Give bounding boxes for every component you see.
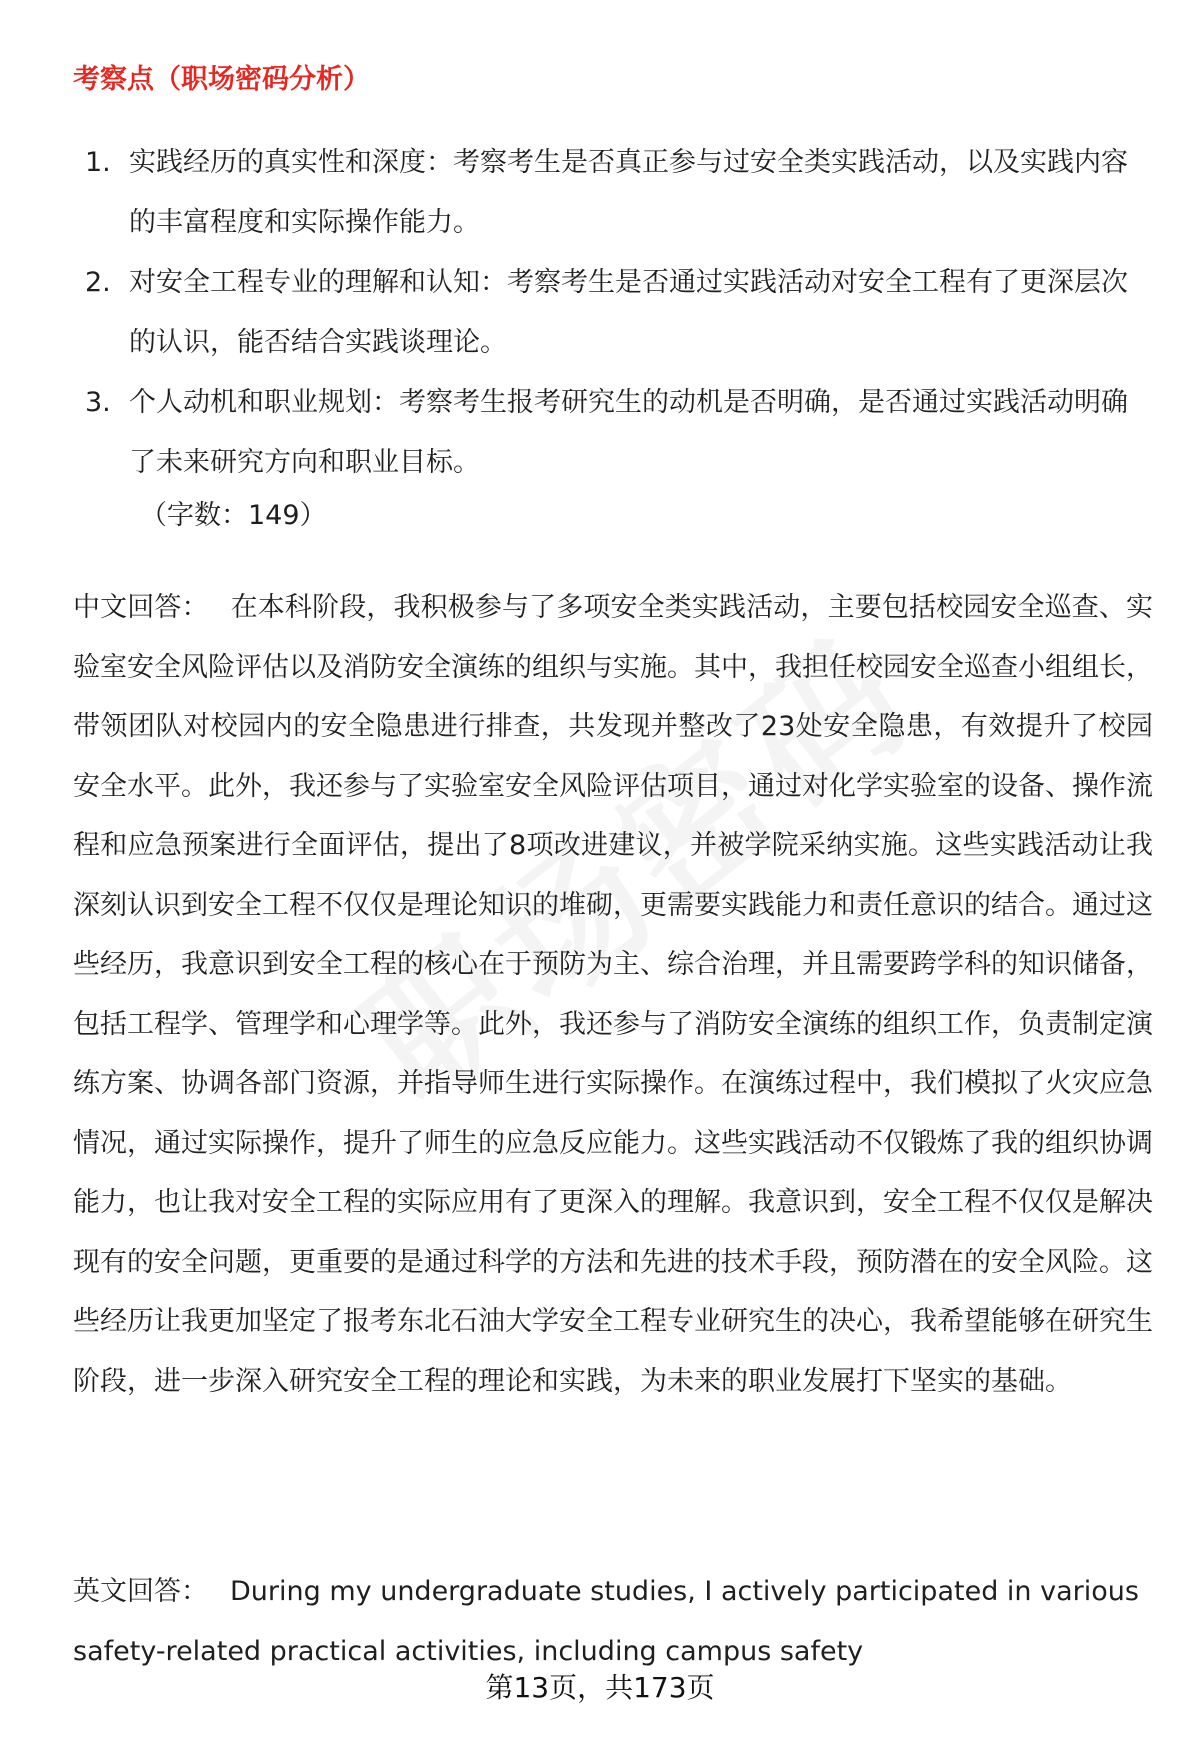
- word-count: （字数：149）: [140, 500, 327, 531]
- list-item-text: 个人动机和职业规划：考察考生报考研究生的动机是否明确，是否通过实践活动明确了未来研究方向和职业目标。: [129, 387, 1128, 478]
- chinese-answer-label: 中文回答：: [73, 592, 209, 623]
- assessment-points-list: [73, 133, 1153, 493]
- page-number: 第13页，共173页: [485, 1671, 715, 1704]
- list-item: [73, 133, 1153, 253]
- list-item-text: 对安全工程专业的理解和认知：考察考生是否通过实践活动对安全工程有了更深层次的认识，能否结合实践谈理论。: [129, 267, 1128, 358]
- list-item-number: 3.: [85, 387, 111, 418]
- list-item: [73, 373, 1153, 493]
- list-item-number: 2.: [85, 267, 111, 298]
- english-answer-text: During my undergraduate studies, I actively participated in various safety-related practical activities, including campus safety: [73, 1576, 1139, 1667]
- list-item-number: 1.: [85, 147, 111, 178]
- english-answer-paragraph: [73, 1562, 1153, 1682]
- english-answer-label: 英文回答：: [73, 1576, 208, 1607]
- list-item-text: 实践经历的真实性和深度：考察考生是否真正参与过安全类实践活动，以及实践内容的丰富程度和实际操作能力。: [129, 147, 1128, 238]
- chinese-answer-text: 在本科阶段，我积极参与了多项安全类实践活动，主要包括校园安全巡查、实验室安全风险评估以及消防安全演练的组织与实施。其中，我担任校园安全巡查小组组长，带领团队对校园内的安全隐患进行排查，共发现并整改了23处安全隐患，有效提升了校园安全水平。此外，我还参与了实验室安全风险评估项目，通过对化学实验室的设备、操作流程和应急预案进行全面评估，提出了8项改进建议，并被学院采纳实施。这些实践活动让我深刻认识到安全工程不仅仅是理论知识的堆砌，更需要实践能力和责任意识的结合。通过这些经历，我意识到安全工程的核心在于预防为主、综合治理，并且需要跨学科的知识储备，包括工程学、管理学和心理学等。此外，我还参与了消防安全演练的组织工作，负责制定演练方案、协调各部门资源，并指导师生进行实际操作。在演练过程中，我们模拟了火灾应急情况，通过实际操作，提升了师生的应急反应能力。这些实践活动不仅锻炼了我的组织协调能力，也让我对安全工程的实际应用有了更深入的理解。我意识到，安全工程不仅仅是解决现有的安全问题，更重要的是通过科学的方法和先进的技术手段，预防潜在的安全风险。这些经历让我更加坚定了报考东北石油大学安全工程专业研究生的决心，我希望能够在研究生阶段，进一步深入研究安全工程的理论和实践，为未来的职业发展打下坚实的基础。: [73, 592, 1154, 1397]
- section-title: 考察点（职场密码分析）: [73, 64, 370, 95]
- list-item: [73, 253, 1153, 373]
- chinese-answer-paragraph: [73, 578, 1153, 1411]
